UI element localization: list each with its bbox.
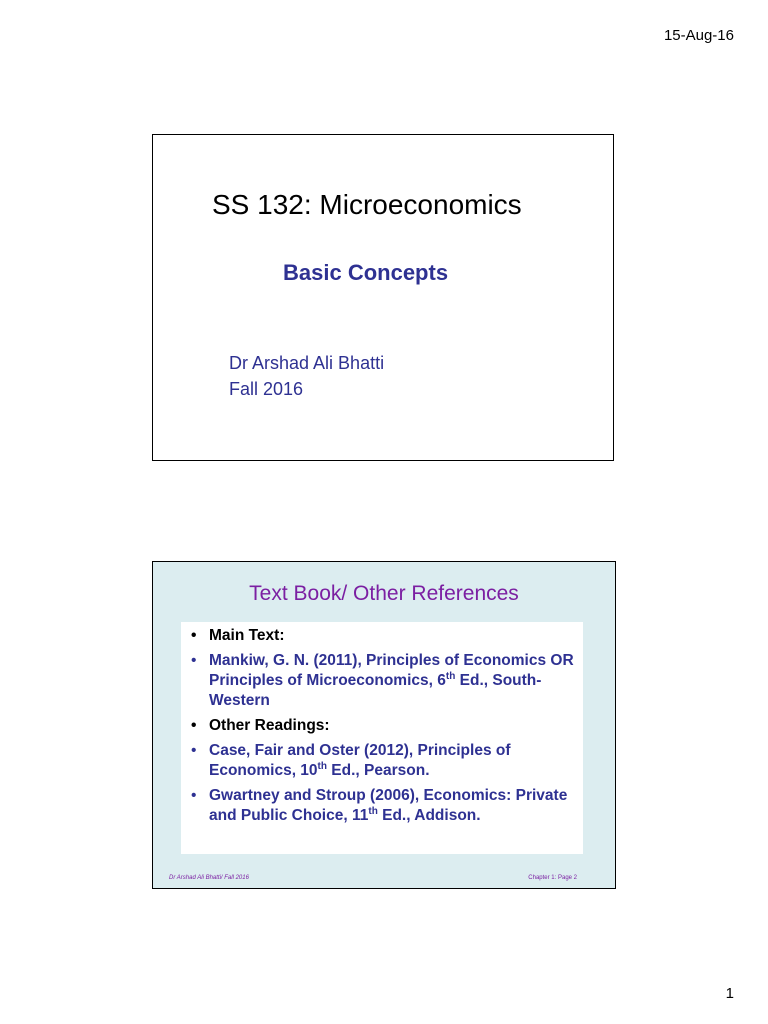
bullet-icon: • [191,717,197,734]
title-slide [152,134,614,461]
bullet-icon: • [191,652,197,669]
list-item-reference: • Case, Fair and Oster (2012), Principles of Economics, 10th Ed., Pearson. [191,742,511,779]
list-item-main-text: • Main Text: [191,627,285,644]
references-panel [181,622,583,854]
references-list [189,626,583,826]
page-number: 1 [725,985,734,1002]
references-slide [152,561,616,889]
author-name: Dr Arshad Ali Bhatti [229,353,385,373]
slide-subtitle: Basic Concepts [283,260,449,285]
references-title: Text Book/ Other References [249,582,519,605]
list-item-other-readings: • Other Readings: [191,717,330,734]
slide-title: SS 132: Microeconomics [212,189,522,220]
author-block [229,350,384,402]
page-date: 15-Aug-16 [663,27,734,44]
bullet-icon: • [191,742,197,759]
list-item-reference: • Mankiw, G. N. (2011), Principles of Economics OR Principles of Microeconomics, 6th Ed., South-Western [191,652,574,709]
slide-footer-author: Dr Arshad Ali Bhatti/ Fall 2016 [169,875,249,881]
bullet-icon: • [191,627,197,644]
bullet-icon: • [191,787,197,804]
list-item-reference: • Gwartney and Stroup (2006), Economics: Private and Public Choice, 11th Ed., Addison. [191,787,568,824]
term: Fall 2016 [229,379,304,399]
slide-footer-page: Chapter 1: Page 2 [528,875,577,881]
